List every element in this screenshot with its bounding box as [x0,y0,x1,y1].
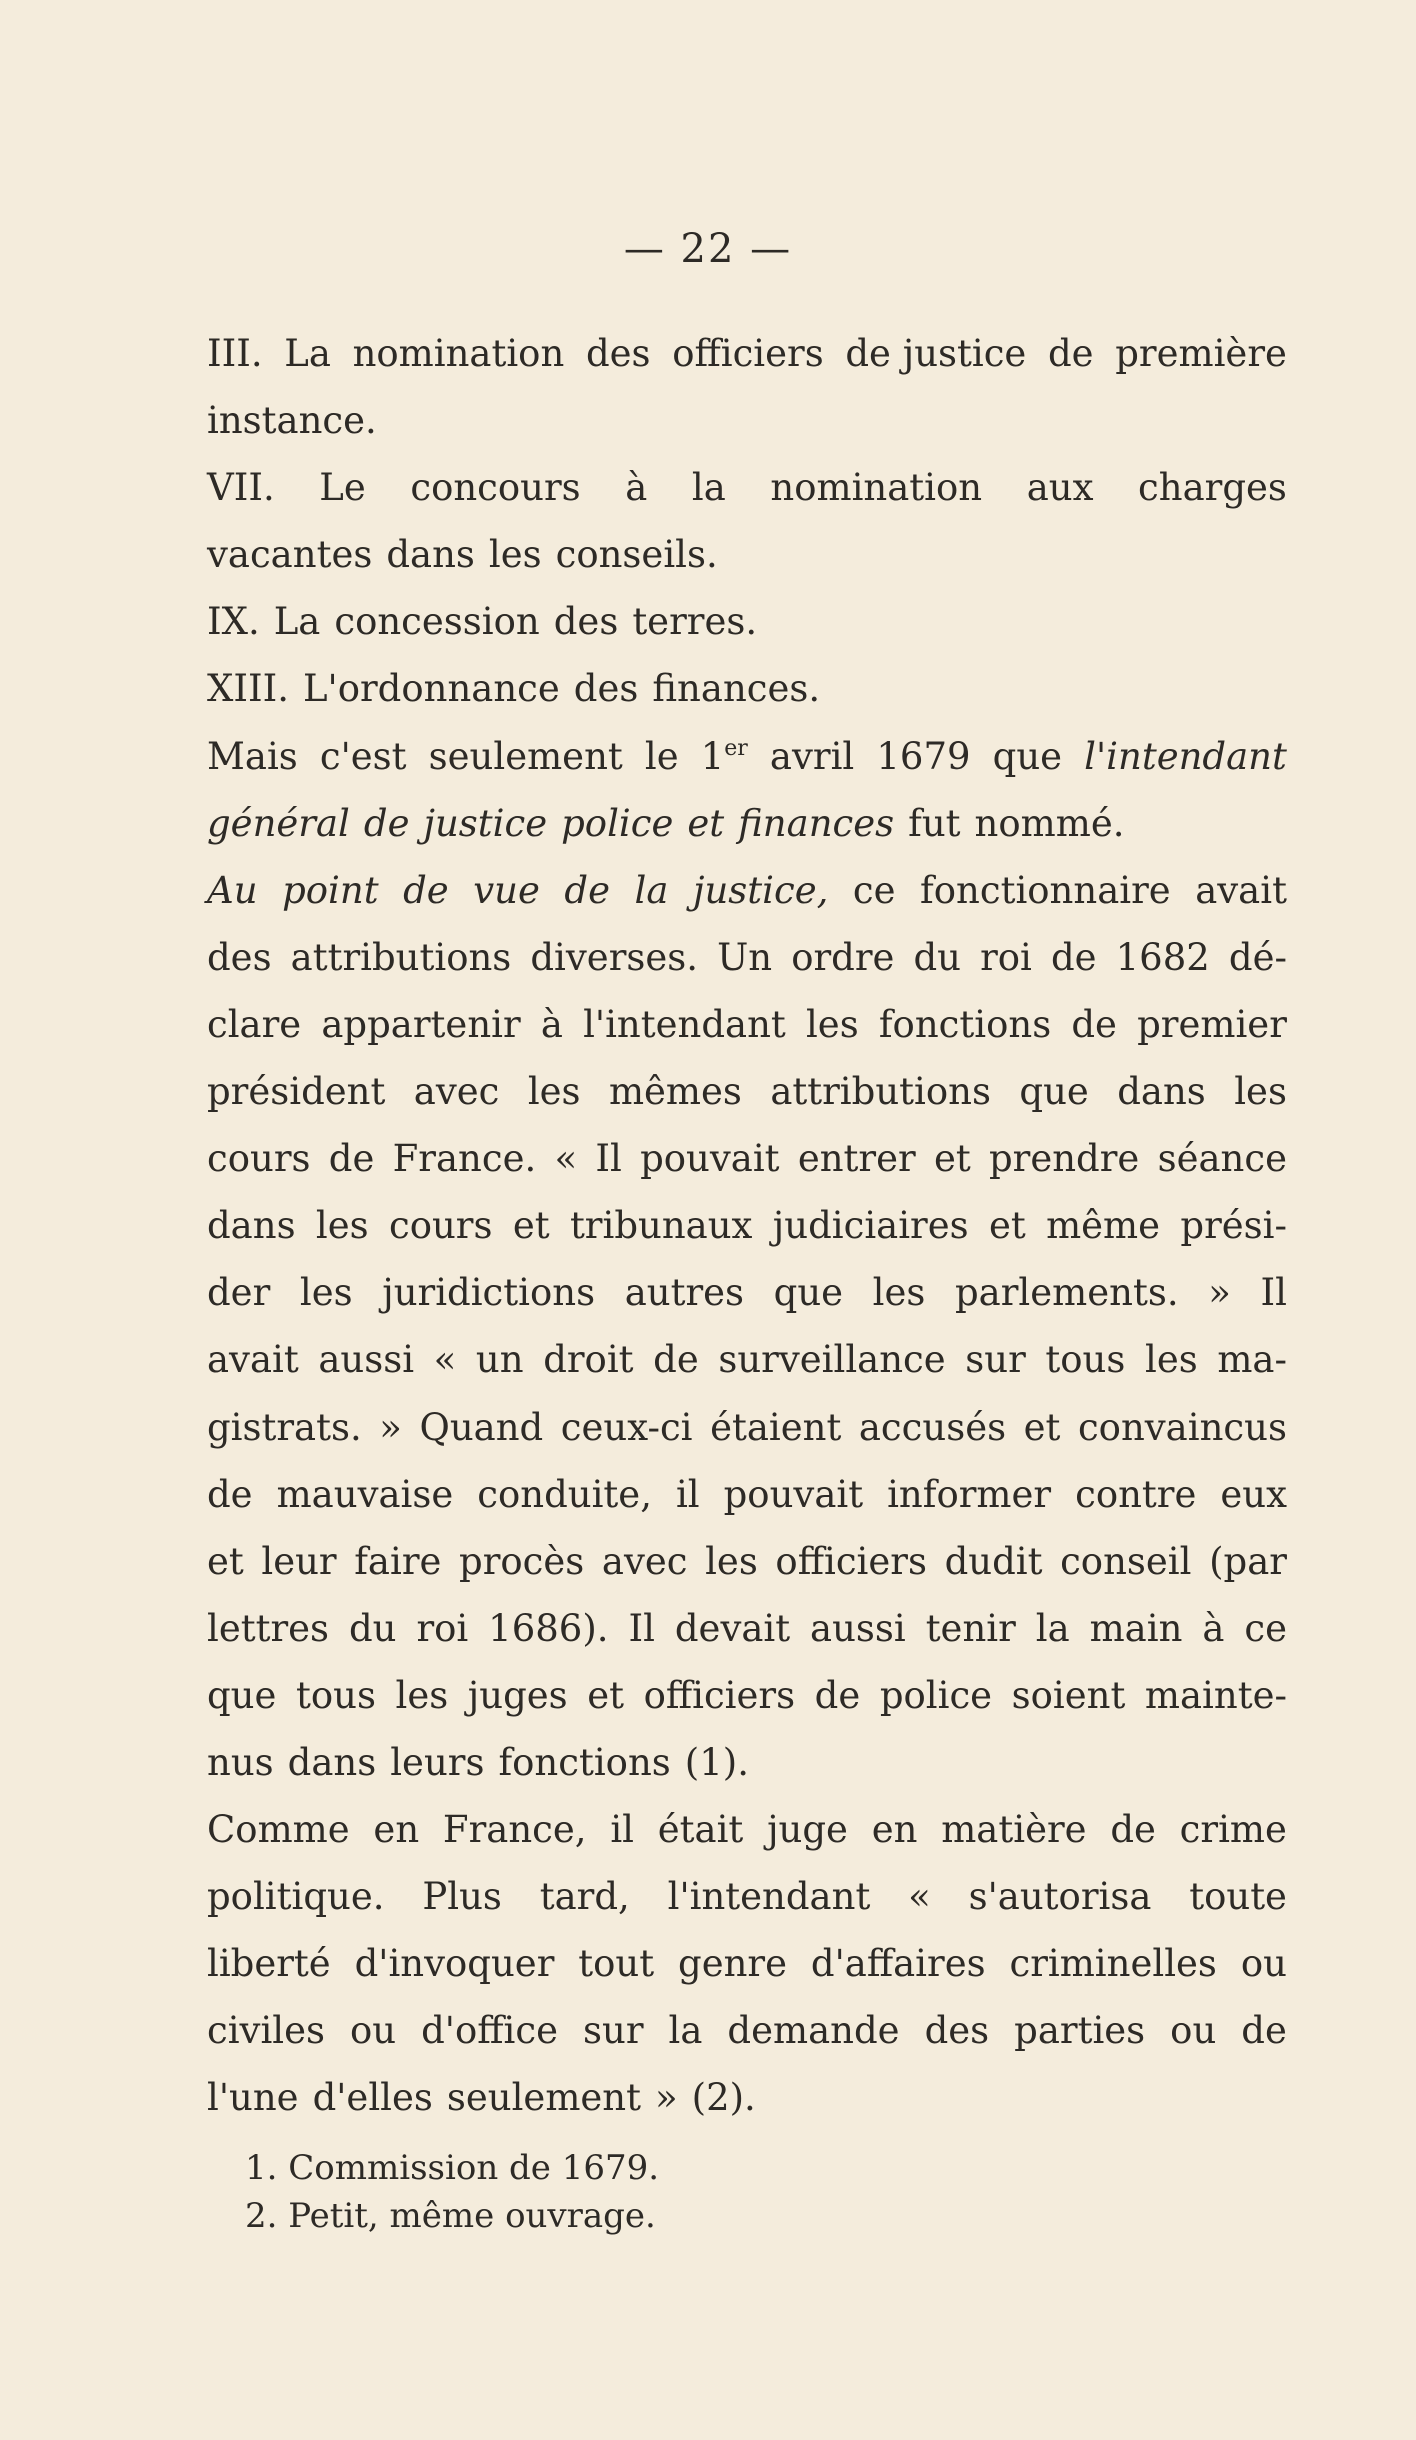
text-line [207,667,1287,734]
word: l'une [207,2076,299,2120]
word: Un [717,935,773,979]
word: matière [941,1808,1087,1852]
word: les [1234,1070,1287,1114]
word: ma- [1217,1338,1287,1382]
word: Au [207,868,258,912]
word: de [207,1472,253,1516]
word: III. [207,332,263,375]
word: avril [769,734,855,778]
word: informer [887,1472,1052,1516]
word: dans [207,1204,296,1248]
word: aux [1026,466,1094,510]
word: les [315,1204,369,1248]
word: leurs [390,1740,485,1784]
text-line [207,399,1287,466]
word: roi [980,935,1032,979]
word: d'affaires [810,1942,986,1986]
word: l'intendant [667,1875,871,1919]
word: du [913,935,962,979]
word: de [1071,1002,1117,1046]
word: première [1115,332,1287,375]
word: tenir [925,1606,1016,1650]
word: seulement [428,734,623,778]
word: des [553,600,619,644]
word: charges [1138,466,1287,510]
text-line [207,1406,1287,1473]
word: Mais [207,734,298,778]
word: des [585,332,651,375]
text-line [207,1540,1287,1607]
word: fonctionnaire [920,868,1171,912]
text-line [207,1808,1287,1875]
word: fut [908,801,961,845]
word: main [1089,1606,1183,1650]
word: faire [354,1539,442,1583]
word: conseil [1060,1539,1192,1583]
word: sur [583,2009,644,2053]
word: les [395,1673,449,1717]
word: les [705,1539,758,1583]
word: nomination [352,332,565,375]
word: général [207,801,350,845]
word: soient [1011,1673,1126,1717]
word: L'ordonnance [302,667,560,711]
word: 1682 [1115,935,1210,979]
word: gistrats. [207,1405,362,1449]
word: de justice [845,332,1027,375]
footnotes [245,2148,1145,2244]
word: de [814,1673,861,1717]
word: à [540,1002,563,1046]
word: sur [965,1338,1026,1382]
word: la [691,466,726,510]
word: La [284,332,331,375]
word: point [282,868,379,912]
word: tous [1045,1338,1126,1382]
word: dudit [944,1539,1043,1583]
text-line [207,1875,1287,1942]
word: s'autorisa [968,1875,1152,1919]
word: XIII. [207,667,289,711]
word: der [207,1271,271,1315]
word: tard, [539,1875,630,1919]
text-line [207,600,1287,667]
word: La [273,600,321,644]
word: les [527,1070,581,1114]
word: politique. [207,1875,385,1919]
word: du [348,1606,397,1650]
word: « [554,1137,578,1181]
word: les [1144,1338,1198,1382]
word: VII. [207,466,275,510]
word: de [363,801,410,845]
word: 1686). [488,1606,609,1650]
word: les [872,1271,926,1315]
word: de [653,1338,699,1382]
word: demande [727,2009,900,2053]
word: procès [459,1539,585,1583]
word: prendre [988,1137,1140,1181]
word: justice, [692,868,829,912]
word: vacantes [207,533,373,577]
word: « [433,1338,457,1382]
word: convaincus [1077,1405,1287,1449]
word: officiers [643,1673,796,1717]
word: Il [628,1606,655,1650]
word: et [1023,1405,1061,1449]
word: le [644,734,679,778]
word: avait [1195,868,1287,912]
word: seulement [446,2076,641,2120]
word: concession [334,600,540,644]
word: de [403,868,449,912]
word: nus [207,1740,274,1784]
text-line [207,533,1287,600]
word: IX. [207,600,260,644]
text-line [207,1271,1287,1338]
word: fonctions [498,1740,671,1784]
text-line [207,1137,1287,1204]
word: France, [442,1808,587,1852]
word: un [475,1338,524,1382]
word: » [1208,1271,1231,1315]
word: Quand [419,1405,544,1449]
word: » [379,1405,402,1449]
word: de [1241,2009,1287,2053]
word: (par [1209,1539,1287,1583]
word: en [871,1808,918,1852]
word: de [1047,332,1094,375]
body-text [207,332,1287,2144]
word: que [773,1271,844,1315]
word: vue [473,868,540,912]
word: Plus [422,1875,502,1919]
word: genre [678,1942,788,1986]
word: cours [388,1204,493,1248]
word: et [587,1673,624,1717]
word: avec [413,1070,500,1114]
word: d'elles [312,2076,433,2120]
text-line [207,802,1287,869]
word: civiles [207,2009,326,2053]
word: la [634,868,669,912]
text-line [207,1473,1287,1540]
word: et [687,801,725,845]
word: à [625,466,648,510]
word: 1679 [876,734,971,778]
word: de [1050,935,1097,979]
word: les [299,1271,353,1315]
word: la [1035,1606,1070,1650]
word: que [207,1673,277,1717]
word: (2). [691,2076,756,2120]
text-line [207,466,1287,533]
word: pouvait [723,1472,864,1516]
word: leur [261,1539,337,1583]
text-line [207,869,1287,936]
word: conduite, [477,1472,652,1516]
word: devait [674,1606,791,1650]
word: c'est [319,734,407,778]
text-line [207,1674,1287,1741]
text-line [207,1204,1287,1271]
word: cours [207,1137,311,1181]
text-line [207,1070,1287,1137]
word: dans [386,533,475,577]
word: instance. [207,399,377,443]
word: tout [578,1942,655,1986]
word: dans [1117,1070,1206,1114]
text-line [207,1942,1287,2009]
word: police [561,801,674,845]
word: 1er [700,734,748,778]
word: la [668,2009,703,2053]
word: entrer [797,1137,916,1181]
word: et [512,1204,550,1248]
page-number: — 22 — [623,226,793,272]
text-line [207,2009,1287,2076]
word: des [207,935,272,979]
word: eux [1220,1472,1287,1516]
word: droit [543,1338,634,1382]
word: conseils. [555,533,718,577]
word: ou [350,2009,397,2053]
word: nomination [770,466,983,510]
word: l'intendant [1084,734,1287,778]
word: police [879,1673,993,1717]
word: d'office [421,2009,558,2053]
word: à [1202,1606,1225,1650]
word: Il [1260,1271,1287,1315]
word: clare [207,1002,302,1046]
word: surveillance [718,1338,946,1382]
word: pouvait [640,1137,780,1181]
word: tribunaux [569,1204,753,1248]
text-line [207,735,1287,802]
word: France. [392,1137,537,1181]
word: accusés [858,1405,1007,1449]
word: officiers [672,332,824,375]
word: d'invoquer [354,1942,555,1986]
word: liberté [207,1942,331,1986]
word: dans [287,1740,377,1784]
word: étaient [710,1405,842,1449]
word: criminelles [1009,1942,1217,1986]
word: aussi [318,1338,415,1382]
word: ou [1170,2009,1217,2053]
word: même [1046,1204,1161,1248]
word: président [207,1070,386,1114]
word: finances [738,801,895,845]
word: terres. [632,600,758,644]
text-line [207,1003,1287,1070]
word: mauvaise [276,1472,454,1516]
word: mainte- [1144,1673,1287,1717]
word: premier [1137,1002,1287,1046]
text-line [207,332,1287,399]
word: tous [295,1673,376,1717]
word: » [655,2076,678,2120]
word: concours [410,466,581,510]
word: de [328,1137,375,1181]
text-line [207,1607,1287,1674]
word: juridictions [382,1271,596,1315]
word: Comme [207,1808,350,1852]
word: ce [1244,1606,1287,1650]
word: les [805,1002,859,1046]
word: de [1110,1808,1156,1852]
word: lettres [207,1606,330,1650]
text-line [207,2076,1287,2143]
word: de [564,868,611,912]
word: « [908,1875,931,1919]
word: parties [1014,2009,1146,2053]
word: que [992,734,1063,778]
word: était [657,1808,744,1852]
word: l'intendant [583,1002,786,1046]
word: et [988,1204,1026,1248]
word: diverses. [530,935,699,979]
word: justice [423,801,548,845]
word: ordre [791,935,895,979]
word: ou [1240,1942,1287,1986]
word: Le [319,466,366,510]
word: il [675,1472,700,1516]
word: avait [207,1338,299,1382]
word: attributions [290,935,512,979]
word: et [933,1137,971,1181]
word: judiciaires [772,1204,969,1248]
text-line [207,936,1287,1003]
word: et [207,1539,244,1583]
word: des [924,2009,990,2053]
word: dé- [1228,935,1287,979]
word: contre [1075,1472,1197,1516]
word: crime [1179,1808,1287,1852]
word: officiers [775,1539,927,1583]
word: appartenir [321,1002,521,1046]
word: ceux-ci [560,1405,693,1449]
word: fonctions [878,1002,1052,1046]
word: prési- [1180,1204,1287,1248]
word: Il [595,1137,622,1181]
word: il [610,1808,634,1852]
footnote: 2. Petit, même ouvrage. [245,2196,656,2236]
word: aussi [810,1606,906,1650]
word: toute [1189,1875,1287,1919]
word: finances. [652,667,821,711]
footnote: 1. Commission de 1679. [245,2148,660,2188]
word: mêmes [608,1070,742,1114]
word: parlements. [955,1271,1179,1315]
text-line [207,1338,1287,1405]
text-line [207,1741,1287,1808]
word: des [573,667,639,711]
word: (1). [684,1740,749,1784]
word: juges [467,1673,568,1717]
word: juge [767,1808,848,1852]
word: les [488,533,542,577]
word: que [1019,1070,1089,1114]
word: en [373,1808,420,1852]
word: nommé. [974,801,1125,845]
word: ce [852,868,896,912]
word: séance [1157,1137,1287,1181]
word: attributions [770,1070,991,1114]
word: roi [416,1606,469,1650]
word: autres [624,1271,745,1315]
word: avec [601,1539,688,1583]
